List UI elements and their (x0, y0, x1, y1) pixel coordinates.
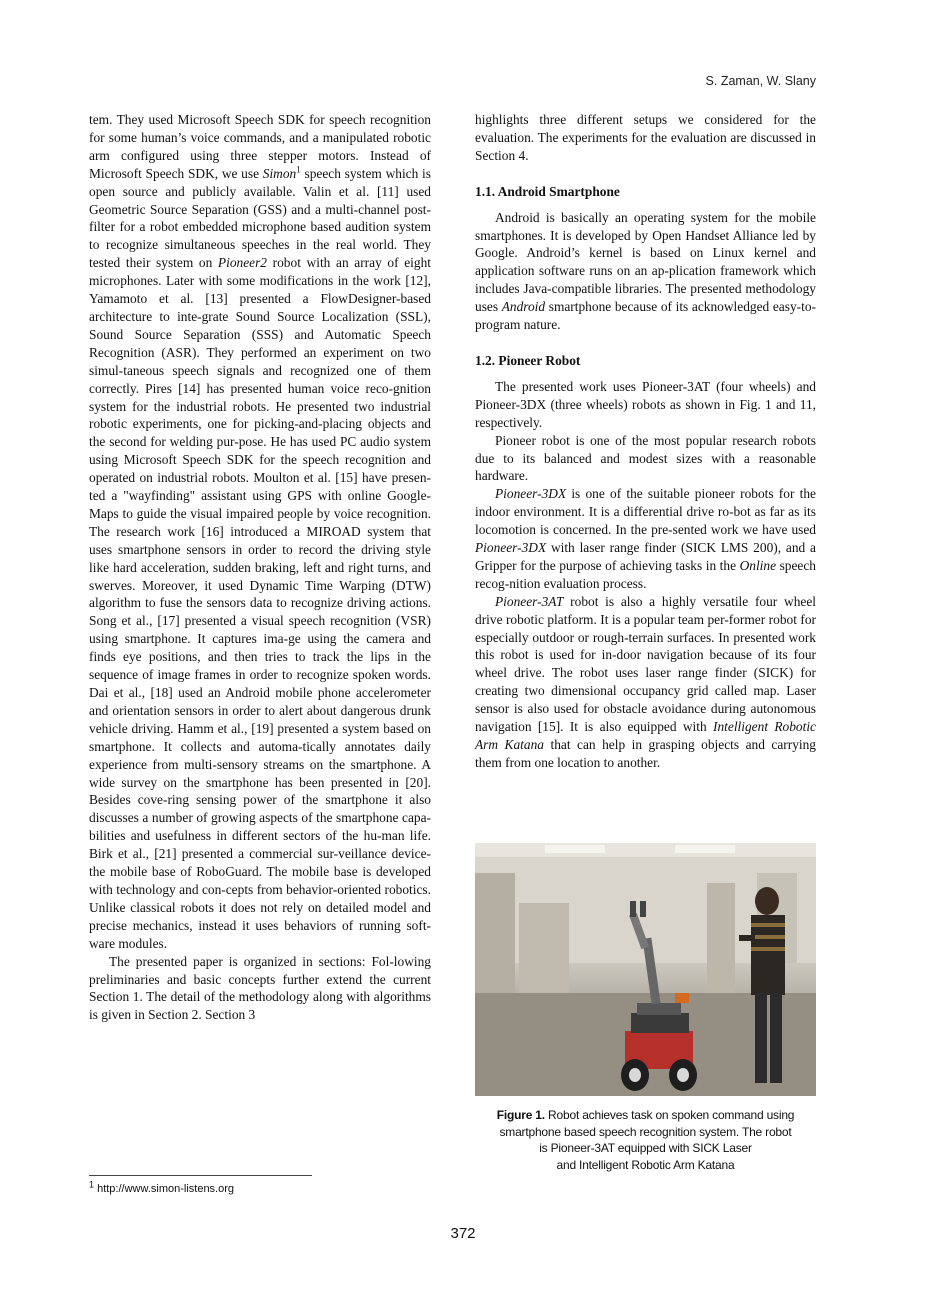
footnote-number: 1 (89, 1179, 95, 1190)
body-paragraph: tem. They used Microsoft Speech SDK for speech recognition for some human’s voice commands, and a manipulated robotic arm configured using three stepper motors. Instead of Microsoft Speech SDK, we use Simon$^1$ speech system which is open source and publicly available. Valin et al. [11] used Geometric Source Separation (GSS) and a multi-channel post-filter for a robot embedded microphone based audition system to recognize simultaneous speeches in the real world. They tested their system on Pioneer2 robot with an array of eight microphones. Later with some modifications in the work [12], Yamamoto et al. [13] presented a FlowDesigner-based architecture to inte-grate Sound Source Localization (SSL), Sound Source Separation (SSS) and Automatic Speech Recognition (ASR). They performed an experiment on two simul-taneous speech signals and recognized one of them correctly. Pires [14] has presented human voice reco-gnition system for the industrial robots. He presented two industrial robotic experiments, one for picking-and-placing objects and the second for welding pur-pose. He has used PC audio system using Microsoft Speech SDK for the speech recognition and operated on industrial robots. Moulton et al. [15] have presen-ted a "wayfinding" assistant using GPS with online Google-Maps to guide the visual impaired people by voice recognition. The research work [16] introduced a MIROAD system that uses smartphone sensors in order to record the driving style like hard acceleration, sudden braking, left and right turns, and swerves. Moreover, it used Dynamic Time Warping (DTW) algorithm to fuse the sensors data to recognize driving actions. Song et al., [17] presented a visual speech recognition (VSR) using smartphone. It captures ima-ge using the camera and finds eye positions, and then tries to track the lips in the sequence of image frames in order to recognize spoken words. Dai et al., [18] used an Android mobile phone accelerometer and orientation sensors in order to alert about dangerous drunk vehicle driving. Hamm et al., [19] presented a system based on smartphone. It collects and automa-tically annotates daily experience from multi-sensory streams on the smartphone. A wide survey on the smartphone has been presented in [20]. Besides cove-ring sensing power of the smartphone it also discusses a number of growing aspects of the smartphone capa-bilities and usefulness in different sectors of the hu-man life. Birk et al., [21] presented a commercial sur-veillance device- the mobile base of RoboGuard. The mobile base is developed with technology and con-cepts from behavior-oriented robotics. Unlike classical robots it does not rely on detailed model and precise mechanics, instead it uses behaviors of running soft-ware modules. (89, 112, 431, 951)
right-column (475, 111, 816, 772)
figure-caption: Figure 1. Robot achieves task on spoken command using smartphone based speech recognition system. The robot is Pioneer-3AT equipped with SICK Laser and Intelligent Robotic Arm Katana (496, 1108, 795, 1172)
section-heading-pioneer: 1.2. Pioneer Robot (475, 352, 581, 368)
body-paragraph: Pioneer-3DX is one of the suitable pioneer robots for the indoor environment. It is a differential drive ro-bot as far as its locomotion is concerned. In the pre-sented work we have used Pioneer-3DX with laser range finder (SICK LMS 200), and a Gripper for the purpose of achieving tasks in the Online speech recog-nition evaluation process. (475, 486, 816, 591)
body-paragraph: Android is basically an operating system for the mobile smartphones. It is developed by Open Handset Alliance led by Google. Android’s kernel is based on Linux kernel and application software runs on an ap-plication framework which includes Java-compatible libraries. The presented methodology uses Android smartphone because of its acknowledged easy-to-program nature. (475, 209, 816, 333)
footnote-marker: 1 (296, 164, 301, 175)
running-head: S. Zaman, W. Slany (705, 74, 816, 88)
pioneer2-emphasis: Pioneer2 (217, 255, 268, 271)
body-paragraph: Pioneer-3AT robot is also a highly versatile four wheel drive robotic platform. It is a popular team per-former robot for especially outdoor or rough-terrain surfaces. In presented work this robot is used for in-door navigation because of its four wheel drive. The robot uses laser range finder (SICK) for creating two dimensional occupancy grid called map. Laser sensor is also used for obstacle avoidance during autonomous navigation [15]. It is also equipped with Intelligent Robotic Arm Katana that can help in grasping objects and carrying them from one location to another. (475, 593, 817, 770)
robot-photo-illustration (475, 843, 816, 1096)
footnote (89, 1179, 235, 1195)
left-column (89, 111, 431, 1024)
body-paragraph: The presented work uses Pioneer-3AT (four wheels) and Pioneer-3DX (three wheels) robots as shown in Fig. 1 and 11, respectively. (475, 378, 816, 430)
body-paragraph: Pioneer robot is one of the most popular research robots due to its balanced and modest sizes with a reasonable hardware. (475, 432, 816, 484)
body-paragraph: highlights three different setups we considered for the evaluation. The experiments for the evaluation are discussed in Section 4. (475, 112, 816, 163)
page-number: 372 (450, 1225, 476, 1242)
body-paragraph: The presented paper is organized in sections: Fol-lowing preliminaries and basic concepts further extend the current Section 1. The detail of the methodology along with algorithms is given in Section 2. Section 3 (89, 953, 431, 1023)
figure-label: Figure 1. (496, 1108, 545, 1122)
section-heading-android: 1.1. Android Smartphone (475, 183, 620, 199)
simon-emphasis: Simon (262, 165, 297, 181)
footnote-rule (89, 1175, 312, 1176)
footnote-url: http://www.simon-listens.org (97, 1183, 235, 1195)
figure-photo (475, 843, 816, 1096)
